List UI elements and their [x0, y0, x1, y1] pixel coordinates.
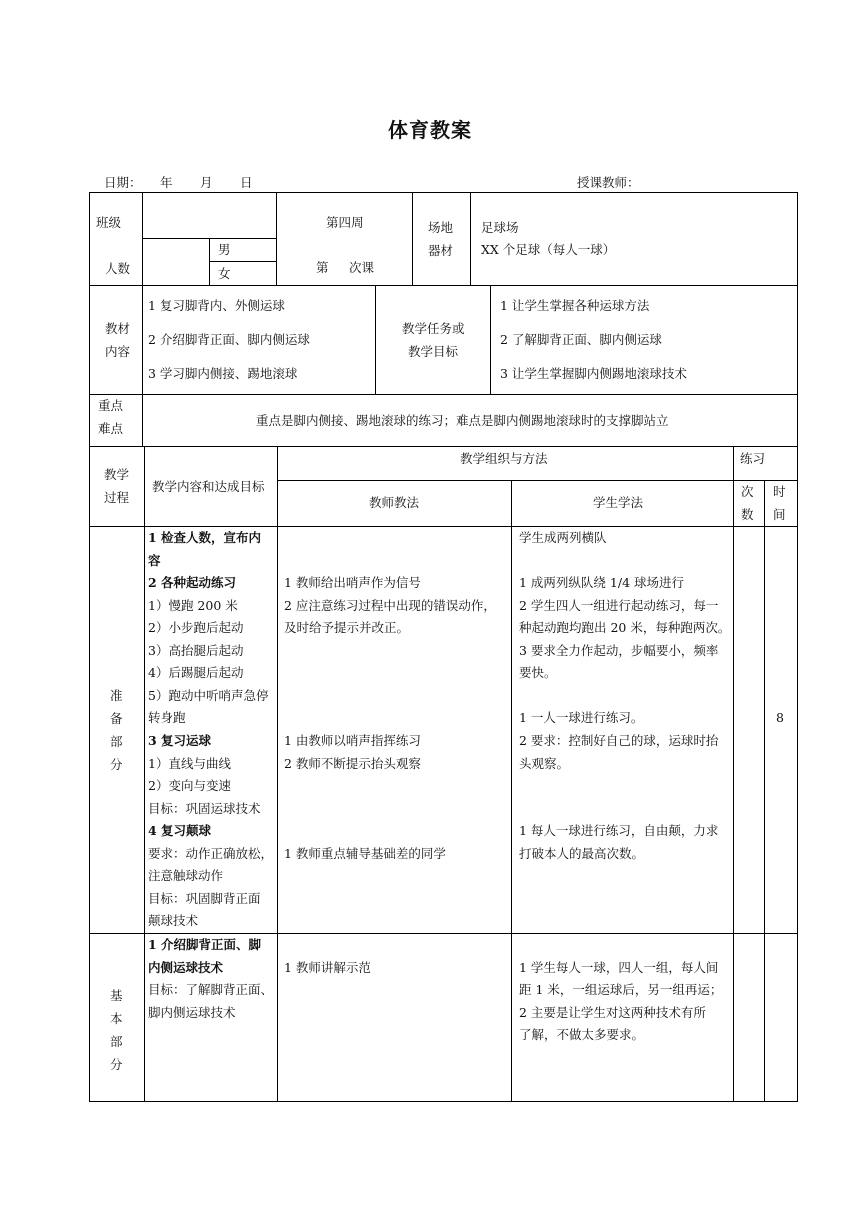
teacher-method-header: 教师教法 [369, 495, 420, 510]
class-label: 班级 [96, 215, 122, 230]
rule [89, 192, 798, 193]
prep-content-line: 转身跑 [148, 710, 186, 725]
prep-teacher-line: 1 教师重点辅导基础差的同学 [284, 846, 446, 861]
rule [797, 192, 798, 1102]
rule [89, 394, 798, 395]
prep-content-line: 目标：巩固运球技术 [148, 801, 261, 816]
process-label: 过程 [104, 490, 130, 505]
basic-student-line: 了解，不做太多要求。 [519, 1027, 645, 1042]
materials-item: 3 学习脚内侧接、踢地滚球 [148, 366, 298, 381]
prep-content-line: 2）变向与变速 [148, 778, 231, 793]
count-label: 人数 [105, 261, 131, 276]
time-header: 间 [773, 507, 786, 522]
rule [144, 446, 145, 1102]
materials-item: 1 复习脚背内、外侧运球 [148, 298, 285, 313]
prep-content-line: 目标：巩固脚背正面 [148, 891, 261, 906]
basic-student-line: 2 主要是让学生对这两种技术有所 [519, 1005, 706, 1020]
venue-label: 场地 [428, 220, 454, 235]
task-item: 1 让学生掌握各种运球方法 [500, 298, 650, 313]
org-header: 教学组织与方法 [460, 451, 548, 466]
basic-content-line: 目标：了解脚背正面、 [148, 982, 274, 997]
rule [89, 285, 798, 286]
basic-label-char: 本 [110, 1011, 123, 1026]
rule [277, 446, 278, 1102]
prep-time: 8 [776, 710, 784, 725]
prep-teacher-line: 2 应注意练习过程中出现的错误动作， [284, 598, 496, 613]
prep-teacher-line: 2 教师不断提示抬头观察 [284, 756, 421, 771]
prep-teacher-line: 1 教师给出哨声作为信号 [284, 575, 421, 590]
date-month: 月 [200, 175, 213, 190]
prep-teacher-line: 1 由教师以哨声指挥练习 [284, 733, 421, 748]
times-header: 数 [741, 507, 754, 522]
rule [277, 480, 798, 481]
basic-content-line: 1 介绍脚背正面、脚 [148, 937, 262, 952]
prep-student-line: 学生成两列横队 [519, 530, 607, 545]
teacher-label: 授课教师： [577, 175, 640, 190]
rule [209, 238, 210, 285]
time-header: 时 [773, 484, 786, 499]
rule [733, 446, 734, 1102]
prep-content-line: 要求：动作正确放松， [148, 846, 274, 861]
male-label: 男 [218, 242, 231, 257]
prep-content-line: 颠球技术 [148, 913, 199, 928]
rule [412, 192, 413, 285]
lesson-prefix: 第 [316, 260, 329, 275]
page-title: 体育教案 [388, 118, 472, 142]
prep-student-line: 打破本人的最高次数。 [519, 846, 645, 861]
practice-header: 练习 [740, 451, 766, 466]
rule [89, 446, 798, 447]
date-year: 年 [160, 175, 173, 190]
basic-teacher-line: 1 教师讲解示范 [284, 960, 371, 975]
prep-student-line: 种起动跑均跑出 20 米，每种跑两次。 [519, 620, 731, 635]
prep-student-line: 1 每人一球进行练习，自由颠，力求 [519, 823, 719, 838]
prep-student-line: 头观察。 [519, 756, 570, 771]
process-label: 教学 [104, 467, 130, 482]
basic-content-line: 内侧运球技术 [148, 960, 224, 975]
prep-content-line: 5）跑动中听哨声急停 [148, 688, 269, 703]
key-label: 难点 [98, 421, 124, 436]
prep-teacher-line: 及时给予提示并改正。 [284, 620, 410, 635]
prep-content-line: 注意触球动作 [148, 868, 224, 883]
materials-label: 教材 [105, 321, 131, 336]
equipment-value: XX 个足球（每人一球） [481, 242, 616, 257]
basic-label-char: 部 [110, 1034, 123, 1049]
prep-content-line: 1）直线与曲线 [148, 756, 231, 771]
materials-item: 2 介绍脚背正面、脚内侧运球 [148, 332, 310, 347]
date-day: 日 [240, 175, 253, 190]
prep-content-line: 4）后踢腿后起动 [148, 665, 244, 680]
prep-student-line: 要快。 [519, 665, 557, 680]
prep-label-char: 部 [110, 734, 123, 749]
basic-student-line: 1 学生每人一球，四人一组，每人间 [519, 960, 719, 975]
equipment-label: 器材 [428, 243, 454, 258]
prep-student-line: 2 要求：控制好自己的球，运球时抬 [519, 733, 719, 748]
content-header: 教学内容和达成目标 [152, 479, 265, 494]
prep-content-line: 4 复习颠球 [148, 823, 212, 838]
prep-content-line: 1 检查人数，宣布内 [148, 530, 262, 545]
week-cell: 第四周 [326, 215, 364, 230]
prep-content-line: 3）高抬腿后起动 [148, 643, 244, 658]
basic-student-line: 距 1 米，一组运球后，另一组再运； [519, 982, 723, 997]
times-header: 次 [741, 484, 754, 499]
rule [375, 285, 376, 394]
materials-label: 内容 [105, 344, 131, 359]
rule [89, 1101, 798, 1102]
prep-label-char: 分 [110, 757, 123, 772]
key-label: 重点 [98, 398, 124, 413]
prep-content-line: 1）慢跑 200 米 [148, 598, 238, 613]
rule [276, 192, 277, 285]
task-item: 3 让学生掌握脚内侧踢地滚球技术 [500, 366, 687, 381]
task-label: 教学任务或 [402, 321, 465, 336]
prep-label-char: 准 [110, 688, 123, 703]
prep-content-line: 容 [148, 553, 161, 568]
prep-student-line: 1 一人一球进行练习。 [519, 710, 644, 725]
prep-content-line: 3 复习运球 [148, 733, 212, 748]
task-label: 教学目标 [408, 344, 459, 359]
task-item: 2 了解脚背正面、脚内侧运球 [500, 332, 662, 347]
rule [511, 480, 512, 1102]
basic-label-char: 分 [110, 1057, 123, 1072]
female-label: 女 [218, 266, 231, 281]
prep-content-line: 2）小步跑后起动 [148, 620, 244, 635]
rule [89, 192, 90, 1102]
prep-student-line: 1 成两列纵队绕 1/4 球场进行 [519, 575, 684, 590]
basic-label-char: 基 [110, 988, 123, 1003]
prep-student-line: 3 要求全力作起动，步幅要小，频率 [519, 643, 719, 658]
venue-value: 足球场 [481, 220, 519, 235]
rule [142, 192, 143, 446]
rule [764, 480, 765, 1102]
rule [470, 192, 471, 285]
lesson-suffix: 次课 [349, 260, 375, 275]
rule [490, 285, 491, 394]
prep-student-line: 2 学生四人一组进行起动练习，每一 [519, 598, 719, 613]
date-label: 日期： [104, 175, 142, 190]
prep-content-line: 2 各种起动练习 [148, 575, 237, 590]
basic-content-line: 脚内侧运球技术 [148, 1005, 236, 1020]
student-method-header: 学生学法 [593, 495, 644, 510]
prep-label-char: 备 [110, 711, 123, 726]
key-text: 重点是脚内侧接、踢地滚球的练习；难点是脚内侧踢地滚球时的支撑脚站立 [256, 413, 669, 428]
